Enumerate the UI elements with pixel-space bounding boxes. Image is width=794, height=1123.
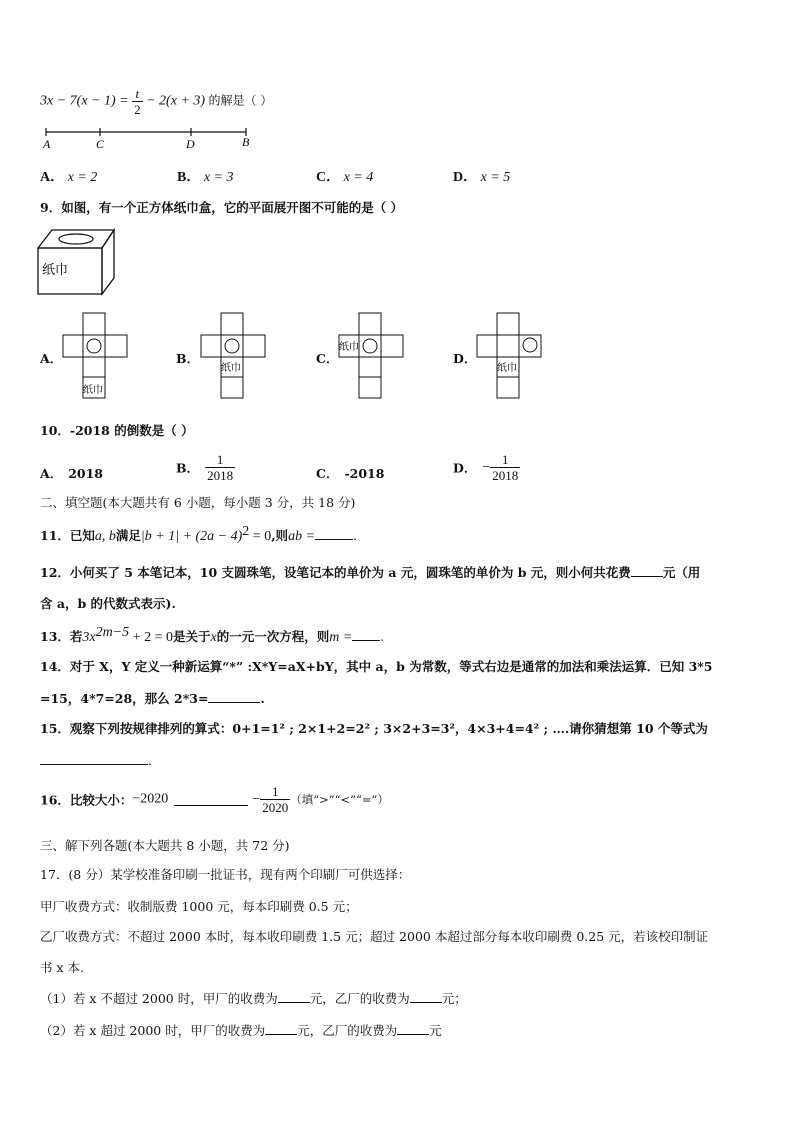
q15-answer-blank[interactable] <box>40 752 148 765</box>
q9-net-c[interactable] <box>338 312 404 400</box>
q17-line3: 乙厂收费方式：不超过 2000 本时，每本收印刷费 1.5 元；超过 2000 本超过部分每本收印刷费 0.25 元，若该校印制证 <box>40 929 709 944</box>
net-d-label: 纸巾 <box>497 363 517 374</box>
q13-answer-blank[interactable] <box>352 628 380 641</box>
tissue-box-label: 纸巾 <box>42 262 69 277</box>
q8-equation-right: − 2(x + 3) <box>142 93 206 109</box>
q10-d-fraction: $\frac{1}{2018}$ <box>492 452 519 483</box>
q9-option-d-label[interactable]: D． <box>453 351 477 366</box>
q15-line1: 15．观察下列按规律排列的算式：0+1=1² ; 2×1+2=2² ; 3×2+3=3²，4×3+4=4² ; ….请你猜想第 10 个等式为 <box>40 721 708 736</box>
q16: 16．比较大小：−2020 − $\frac{1}{2020}$ （填“>”“<”“=”） <box>40 784 389 815</box>
q9-option-b-label[interactable]: B． <box>176 351 200 366</box>
q14-line2: =15，4*7=28，那么 2*3= . <box>40 691 265 706</box>
q9-net-a[interactable] <box>62 312 128 400</box>
point-c-label: C <box>96 137 105 151</box>
q10-option-a[interactable]: A． 2018 <box>40 466 103 481</box>
q17-sub2-blank-b[interactable] <box>397 1022 429 1035</box>
q8-option-a[interactable]: A． x = 2 <box>40 170 98 185</box>
net-a-label: 纸巾 <box>83 385 103 396</box>
q10-b-fraction: $\frac{1}{2018}$ <box>207 452 234 483</box>
q11: 11．已知a, b满足$|b + 1| + (2a - 4)^2 = 0$,则ab = . <box>40 524 357 545</box>
point-d-label: D <box>186 137 195 151</box>
q16-answer-blank[interactable] <box>174 793 248 806</box>
point-b-label: B <box>242 135 250 149</box>
q9-stem: 9．如图，有一个正方体纸巾盒，它的平面展开图不可能的是（ ） <box>40 200 404 215</box>
q9-option-c-label[interactable]: C． <box>316 351 339 366</box>
q8-option-c[interactable]: C． x = 4 <box>316 170 374 185</box>
section-3-heading: 三、解下列各题(本大题共 8 小题，共 72 分) <box>40 838 290 853</box>
q17-sub2: （2）若 x 超过 2000 时，甲厂的收费为 元，乙厂的收费为 元 <box>40 1023 442 1038</box>
net-b-label: 纸巾 <box>221 363 241 374</box>
q8-fraction: $\frac{t}{2}$ <box>134 86 141 117</box>
q10-option-b[interactable]: B． $\frac{1}{2018}$ <box>176 452 234 483</box>
q17-line2: 甲厂收费方式：收制版费 1000 元，每本印刷费 0.5 元； <box>40 899 358 914</box>
q13: 13．若$3x^{2m-5} + 2 = 0$是关于x的一元一次方程，则m = . <box>40 625 385 646</box>
tissue-box-figure <box>36 226 116 298</box>
section-2-heading: 二、填空题(本大题共有 6 小题，每小题 3 分，共 18 分) <box>40 495 356 510</box>
q8-equation <box>40 86 272 117</box>
q17-sub1-blank-b[interactable] <box>410 990 442 1003</box>
q14-line1: 14．对于 X，Y 定义一种新运算“*” :X*Y=aX+bY，其中 a，b 为常数，等式右边是通常的加法和乘法运算．已知 3*5 <box>40 659 713 674</box>
q10-option-c[interactable]: C． -2018 <box>316 466 385 481</box>
q12-line1: 12．小何买了 5 本笔记本，10 支圆珠笔，设笔记本的单价为 a 元，圆珠笔的单价为 b 元，则小何共花费 元（用 <box>40 565 701 580</box>
q9-net-d[interactable] <box>476 312 542 400</box>
q14-answer-blank[interactable] <box>208 690 260 703</box>
q12-answer-blank[interactable] <box>631 564 663 577</box>
q10-option-d[interactable]: D． − $\frac{1}{2018}$ <box>453 452 519 483</box>
q16-fraction: $\frac{1}{2020}$ <box>262 784 289 815</box>
q8-option-b[interactable]: B． x = 3 <box>177 170 234 185</box>
q17-line4: 书 x 本. <box>40 960 84 975</box>
q17-line1: 17．(8 分）某学校准备印刷一批证书，现有两个印刷厂可供选择： <box>40 867 411 882</box>
q17-sub2-blank-a[interactable] <box>265 1022 297 1035</box>
q17-sub1: （1）若 x 不超过 2000 时，甲厂的收费为 元，乙厂的收费为 元； <box>40 991 467 1006</box>
q12-line2: 含 a，b 的代数式表示). <box>40 596 176 611</box>
q9-net-b[interactable] <box>200 312 266 400</box>
q8-option-d[interactable]: D． x = 5 <box>453 170 511 185</box>
q8-number-line <box>38 124 258 152</box>
q8-equation-left: 3x − 7(x − 1) = <box>40 93 133 109</box>
q8-suffix: 的解是（ ） <box>208 93 273 108</box>
q9-option-a-label[interactable]: A． <box>40 351 63 366</box>
point-a-label: A <box>43 137 51 151</box>
net-c-label: 纸巾 <box>339 342 359 353</box>
q15-line2: . <box>40 752 152 768</box>
q17-sub1-blank-a[interactable] <box>278 990 310 1003</box>
q11-answer-blank[interactable] <box>315 527 353 540</box>
q10-stem: 10．-2018 的倒数是（ ） <box>40 423 194 438</box>
